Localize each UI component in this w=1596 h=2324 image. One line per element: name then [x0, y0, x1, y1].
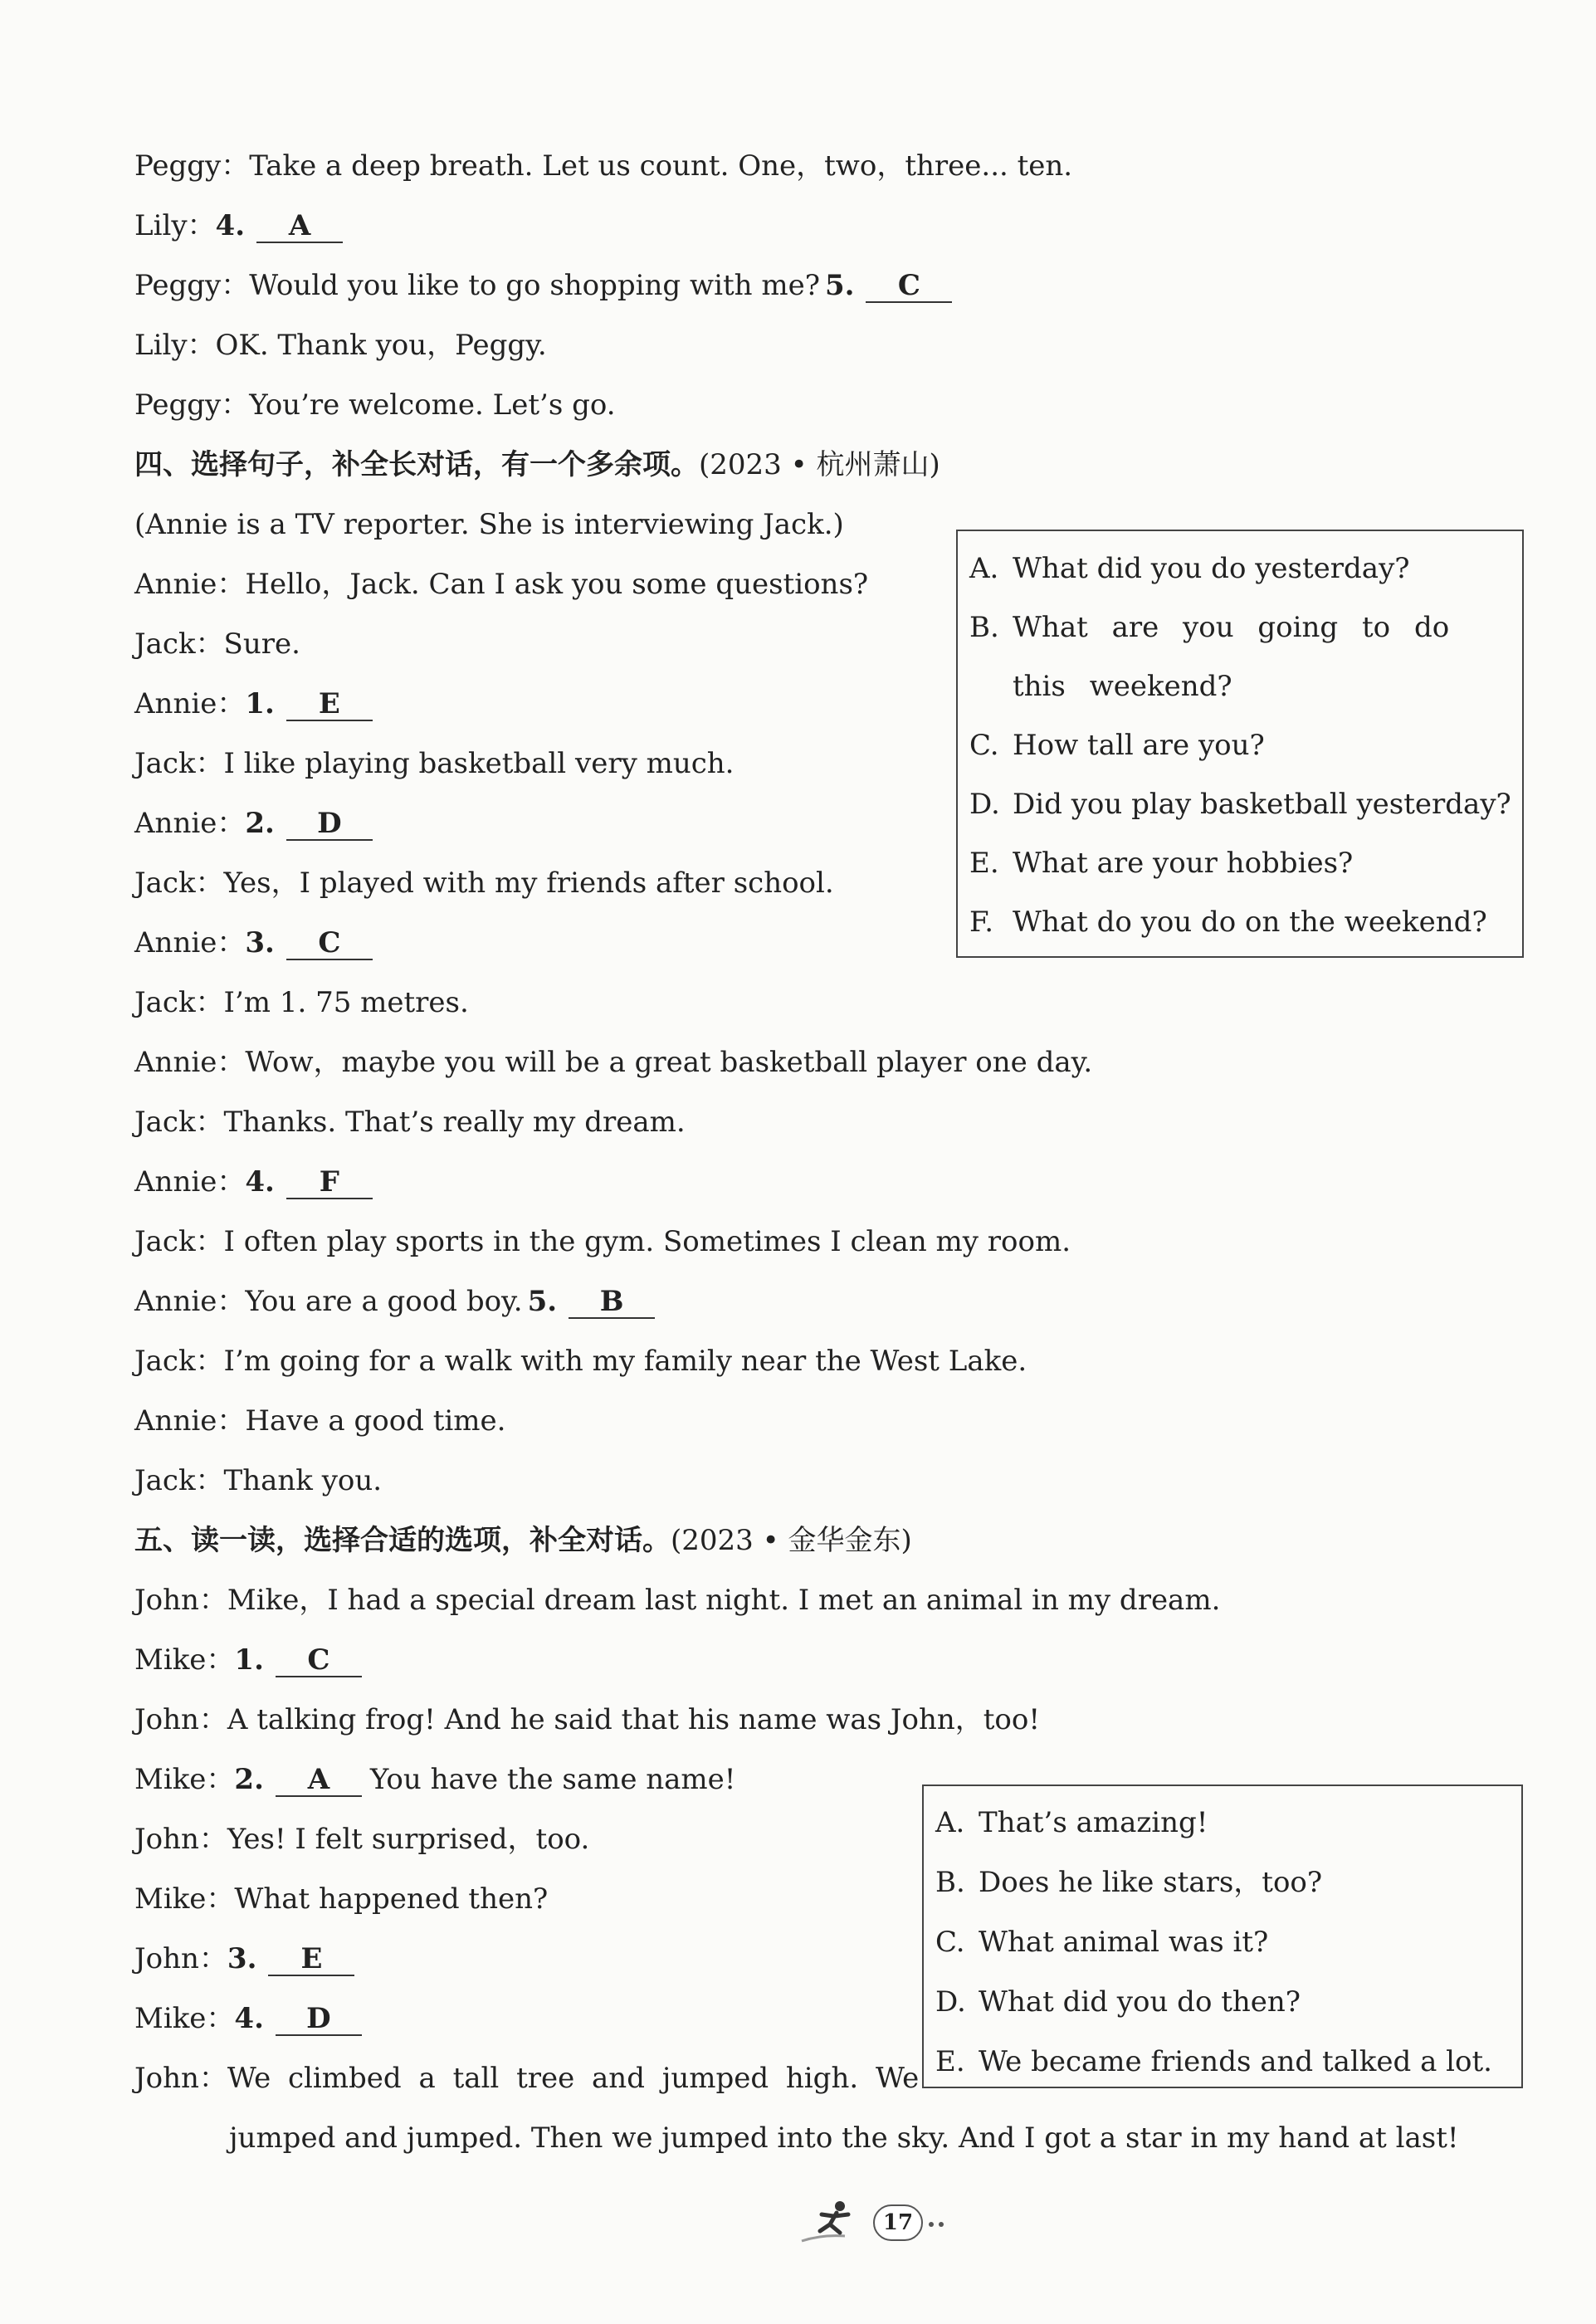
speaker: Annie： [134, 1046, 246, 1079]
speaker: Annie： [134, 926, 246, 959]
answer-blank[interactable]: A [256, 210, 343, 243]
speaker: Jack： [134, 1106, 224, 1139]
page-number: 17 [873, 2204, 923, 2241]
question-number: 4. [215, 209, 246, 242]
speaker: John： [134, 1584, 227, 1617]
dialogue-line [134, 1700, 1040, 1740]
heading-source: (2023 • 杭州萧山) [699, 448, 940, 481]
dialogue-line [134, 744, 734, 784]
answer-blank[interactable]: D [286, 808, 373, 841]
option-text: Does he like stars，too? [979, 1866, 1323, 1899]
speaker: Peggy： [134, 388, 250, 422]
line-text: You are a good boy. [245, 1285, 523, 1318]
speaker: Jack： [134, 867, 224, 900]
line-text: Sure. [223, 627, 300, 661]
speaker: John： [134, 2062, 227, 2095]
dialogue-line [134, 1282, 663, 1321]
section-heading [134, 445, 940, 485]
option-text: How tall are you? [1013, 729, 1265, 762]
question-number: 3. [227, 1942, 257, 1975]
option-item [924, 1793, 1521, 1853]
speaker: Annie： [134, 1165, 246, 1199]
option-item [958, 834, 1522, 893]
speaker: Lily： [134, 209, 216, 242]
answer-blank[interactable]: E [268, 1943, 354, 1976]
option-key: C. [935, 1926, 965, 1959]
speaker: Mike： [134, 2002, 235, 2035]
line-text: Yes，I played with my friends after school. [223, 867, 834, 900]
dots-icon [926, 2216, 951, 2233]
line-text: Would you like to go shopping with me? [249, 269, 820, 302]
answer-blank[interactable]: E [286, 688, 373, 721]
speaker: John： [134, 1823, 227, 1856]
line-text: Mike，I had a special dream last night. I met an animal in my dream. [227, 1584, 1221, 1617]
dialogue-line [134, 266, 960, 305]
speaker: Peggy： [134, 149, 250, 183]
option-text: We became friends and talked a lot. [979, 2045, 1492, 2078]
speaker: Jack： [134, 986, 224, 1019]
heading-text: 五、读一读，选择合适的选项，补全对话。 [134, 1524, 671, 1557]
answer-blank[interactable]: C [276, 1644, 362, 1677]
answer-blank[interactable]: A [276, 1764, 362, 1797]
dialogue-line [134, 803, 381, 843]
dialogue-line [134, 206, 351, 246]
dialogue-line [134, 325, 547, 365]
option-key: B. [935, 1866, 965, 1899]
dialogue-line [134, 1879, 548, 1919]
intro-line: (Annie is a TV reporter. She is interviewing Jack.) [134, 508, 844, 541]
dialogue-line [134, 1819, 589, 1859]
line-text: I’m 1. 75 metres. [223, 986, 469, 1019]
speaker: Annie： [134, 1404, 246, 1438]
speaker: Annie： [134, 807, 246, 840]
line-text: OK. Thank you，Peggy. [215, 329, 547, 362]
runner-icon [797, 2198, 871, 2248]
speaker: Annie： [134, 568, 246, 601]
line-text: Hello，Jack. Can I ask you some questions? [245, 568, 869, 601]
page-footer [797, 2198, 996, 2248]
option-text: That’s amazing! [979, 1806, 1208, 1839]
question-number: 2. [245, 807, 275, 840]
option-item [924, 1853, 1521, 1912]
option-text: What are your hobbies? [1013, 847, 1354, 880]
option-key: A. [935, 1806, 965, 1839]
option-key: B. [969, 611, 999, 644]
line-text: You’re welcome. Let’s go. [249, 388, 616, 422]
dialogue-line [134, 1999, 370, 2038]
question-number: 2. [234, 1763, 264, 1796]
dialogue-line [134, 684, 381, 724]
question-number: 1. [234, 1643, 264, 1677]
line-text: Thanks. That’s really my dream. [223, 1106, 686, 1139]
option-key: C. [969, 729, 999, 762]
dialogue-line [134, 863, 834, 903]
speaker: Mike： [134, 1643, 235, 1677]
option-text: What do you do on the weekend? [1013, 906, 1487, 939]
option-item [924, 1972, 1521, 2032]
line-text: We climbed a tall tree and jumped high. We [227, 2062, 920, 2095]
dialogue-line [134, 1162, 381, 1202]
line-text: I often play sports in the gym. Sometimes I clean my room. [223, 1225, 1071, 1258]
speaker: Jack： [134, 1345, 224, 1378]
line-text: I’m going for a walk with my family near the West Lake. [223, 1345, 1027, 1378]
dialogue-line [134, 624, 300, 664]
question-number: 3. [245, 926, 275, 959]
speaker: Mike： [134, 1882, 235, 1916]
dialogue-line [134, 146, 1072, 186]
speaker: Jack： [134, 1225, 224, 1258]
answer-blank[interactable]: D [276, 2003, 362, 2036]
dialogue-line [134, 1102, 686, 1142]
dialogue-line [134, 983, 469, 1023]
speaker: Jack： [134, 747, 224, 780]
option-text: What did you do then? [979, 1985, 1301, 2019]
answer-blank[interactable]: C [866, 270, 952, 303]
question-number: 4. [234, 2002, 264, 2035]
answer-blank[interactable]: F [286, 1166, 373, 1199]
dialogue-line [134, 1939, 363, 1979]
option-item [958, 775, 1522, 834]
heading-text: 四、选择句子，补全长对话，有一个多余项。 [134, 448, 699, 481]
dialogue-line [134, 2058, 919, 2098]
option-text: What are you going to do this weekend? [1013, 611, 1450, 703]
option-item [924, 2032, 1521, 2092]
speaker: Annie： [134, 687, 246, 720]
line-text: Take a deep breath. Let us count. One，two，three... ten. [249, 149, 1073, 183]
option-text: What did you do yesterday? [1013, 552, 1410, 585]
option-item [924, 1912, 1521, 1972]
option-item [958, 893, 1522, 952]
option-key: A. [969, 552, 999, 585]
speaker: Jack： [134, 1464, 224, 1497]
answer-blank[interactable]: C [286, 927, 373, 960]
line-text: A talking frog! And he said that his name was John，too! [227, 1703, 1041, 1736]
question-number: 4. [245, 1165, 275, 1199]
option-item [958, 540, 1522, 598]
speaker: John： [134, 1703, 227, 1736]
line-text: Yes! I felt surprised，too. [227, 1823, 590, 1856]
option-key: D. [935, 1985, 966, 2019]
answer-blank[interactable]: B [569, 1286, 655, 1319]
option-key: E. [935, 2045, 965, 2078]
option-item [958, 598, 1522, 716]
speaker: Jack： [134, 627, 224, 661]
speaker: Mike： [134, 1763, 235, 1796]
line-text: Thank you. [223, 1464, 383, 1497]
question-number: 5. [527, 1285, 558, 1318]
dialogue-line [134, 1222, 1071, 1262]
line-text: Wow，maybe you will be a great basketball player one day. [245, 1046, 1093, 1079]
options-box [956, 530, 1524, 958]
dialogue-line [134, 1401, 505, 1441]
dialogue-line [134, 564, 868, 604]
option-key: F. [969, 906, 994, 939]
options-box [922, 1784, 1523, 2088]
dialogue-line [134, 1760, 735, 1799]
dialogue-line [134, 1461, 382, 1501]
dialogue-line [134, 1640, 370, 1680]
continuation-line: jumped and jumped. Then we jumped into the sky. And I got a star in my hand at last! [229, 2121, 1459, 2155]
option-key: D. [969, 788, 1000, 821]
question-number: 1. [245, 687, 275, 720]
option-key: E. [969, 847, 999, 880]
line-text: Have a good time. [245, 1404, 506, 1438]
dialogue-line [134, 923, 381, 963]
dialogue-line [134, 1042, 1092, 1082]
line-text: You have the same name! [369, 1763, 736, 1796]
speaker: John： [134, 1942, 227, 1975]
option-text: Did you play basketball yesterday? [1013, 788, 1511, 821]
section-heading [134, 1521, 912, 1560]
line-text: I like playing basketball very much. [223, 747, 735, 780]
heading-source: (2023 • 金华金东) [671, 1524, 912, 1557]
question-number: 5. [824, 269, 855, 302]
line-text: What happened then? [234, 1882, 549, 1916]
speaker: Peggy： [134, 269, 250, 302]
option-item [958, 716, 1522, 775]
dialogue-line [134, 385, 616, 425]
speaker: Annie： [134, 1285, 246, 1318]
dialogue-line [134, 1580, 1220, 1620]
option-text: What animal was it? [979, 1926, 1269, 1959]
speaker: Lily： [134, 329, 216, 362]
dialogue-line [134, 1341, 1027, 1381]
